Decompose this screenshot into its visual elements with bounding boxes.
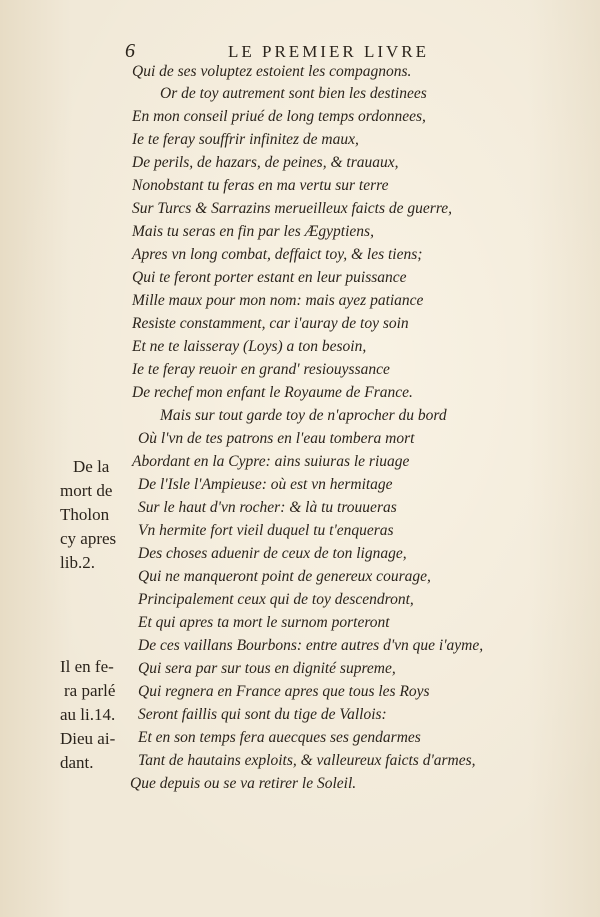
verse-line: De rechef mon enfant le Royaume de France.: [132, 384, 413, 401]
page-header: [0, 40, 600, 64]
margin-note-line: cy apres: [60, 529, 117, 548]
verse-line: Et en son temps fera auecques ses gendarmes: [138, 729, 421, 746]
verse-line: Nonobstant tu feras en ma vertu sur terre: [132, 177, 389, 194]
verse-line: Qui regnera en France apres que tous les Roys: [138, 683, 430, 700]
verse-line: De perils, de hazars, de peines, & trauaux,: [132, 154, 399, 171]
margin-note-line: lib.2.: [60, 553, 95, 572]
page-number: 6: [125, 40, 135, 62]
verse-line: De ces vaillans Bourbons: entre autres d'vn que i'ayme,: [138, 637, 484, 654]
verse-line: Où l'vn de tes patrons en l'eau tombera mort: [138, 430, 415, 447]
verse-line: Qui de ses voluptez estoient les compagnons.: [132, 63, 412, 80]
margin-note-line: ra parlé: [64, 681, 116, 700]
margin-note-line: Il en fe-: [60, 657, 114, 676]
margin-note-line: Tholon: [60, 505, 110, 524]
verse-line: Et ne te laisseray (Loys) a ton besoin,: [132, 338, 367, 355]
verse-line: Qui ne manqueront point de genereux courage,: [138, 568, 431, 585]
running-head: LE PREMIER LIVRE: [228, 42, 429, 61]
margin-note-line: De la: [73, 457, 110, 476]
margin-note-line: dant.: [60, 753, 94, 772]
verse-line: Que depuis ou se va retirer le Soleil.: [130, 775, 357, 792]
verse-line: Or de toy autrement sont bien les destinees: [160, 85, 427, 102]
verse-line: Seront faillis qui sont du tige de Vallois:: [138, 706, 387, 723]
verse-line: Ie te feray souffrir infinitez de maux,: [132, 131, 359, 148]
verse-line: Sur Turcs & Sarrazins merueilleux faicts de guerre,: [132, 200, 453, 217]
verse-line: Apres vn long combat, deffaict toy, & les tiens;: [132, 246, 423, 263]
verse-line: Des choses aduenir de ceux de ton lignage,: [138, 545, 407, 562]
verse-line: Mais sur tout garde toy de n'aprocher du bord: [160, 407, 447, 424]
margin-note-line: Dieu ai-: [60, 729, 116, 748]
verse-line: Resiste constamment, car i'auray de toy soin: [132, 315, 409, 332]
verse-line: Qui te feront porter estant en leur puissance: [132, 269, 407, 286]
verse-line: Et qui apres ta mort le surnom porteront: [138, 614, 390, 631]
verse-line: Qui sera par sur tous en dignité supreme,: [138, 660, 396, 677]
margin-note-line: au li.14.: [60, 705, 116, 724]
verse-line: Sur le haut d'vn rocher: & là tu trouueras: [138, 499, 397, 516]
verse-line: Mille maux pour mon nom: mais ayez patiance: [132, 292, 424, 309]
verse-line: Mais tu seras en fin par les Ægyptiens,: [132, 223, 374, 240]
margin-note-line: mort de: [60, 481, 113, 500]
verse-line: Ie te feray reuoir en grand' resiouyssance: [132, 361, 390, 378]
verse-line: Abordant en la Cypre: ains suiuras le riuage: [132, 453, 410, 470]
verse-line: Tant de hautains exploits, & valleureux faicts d'armes,: [138, 752, 476, 769]
verse-line: Principalement ceux qui de toy descendront,: [138, 591, 414, 608]
verse-line: Vn hermite fort vieil duquel tu t'enqueras: [138, 522, 394, 539]
verse-line: En mon conseil priué de long temps ordonnees,: [132, 108, 426, 125]
verse-line: De l'Isle l'Ampieuse: où est vn hermitage: [138, 476, 393, 493]
